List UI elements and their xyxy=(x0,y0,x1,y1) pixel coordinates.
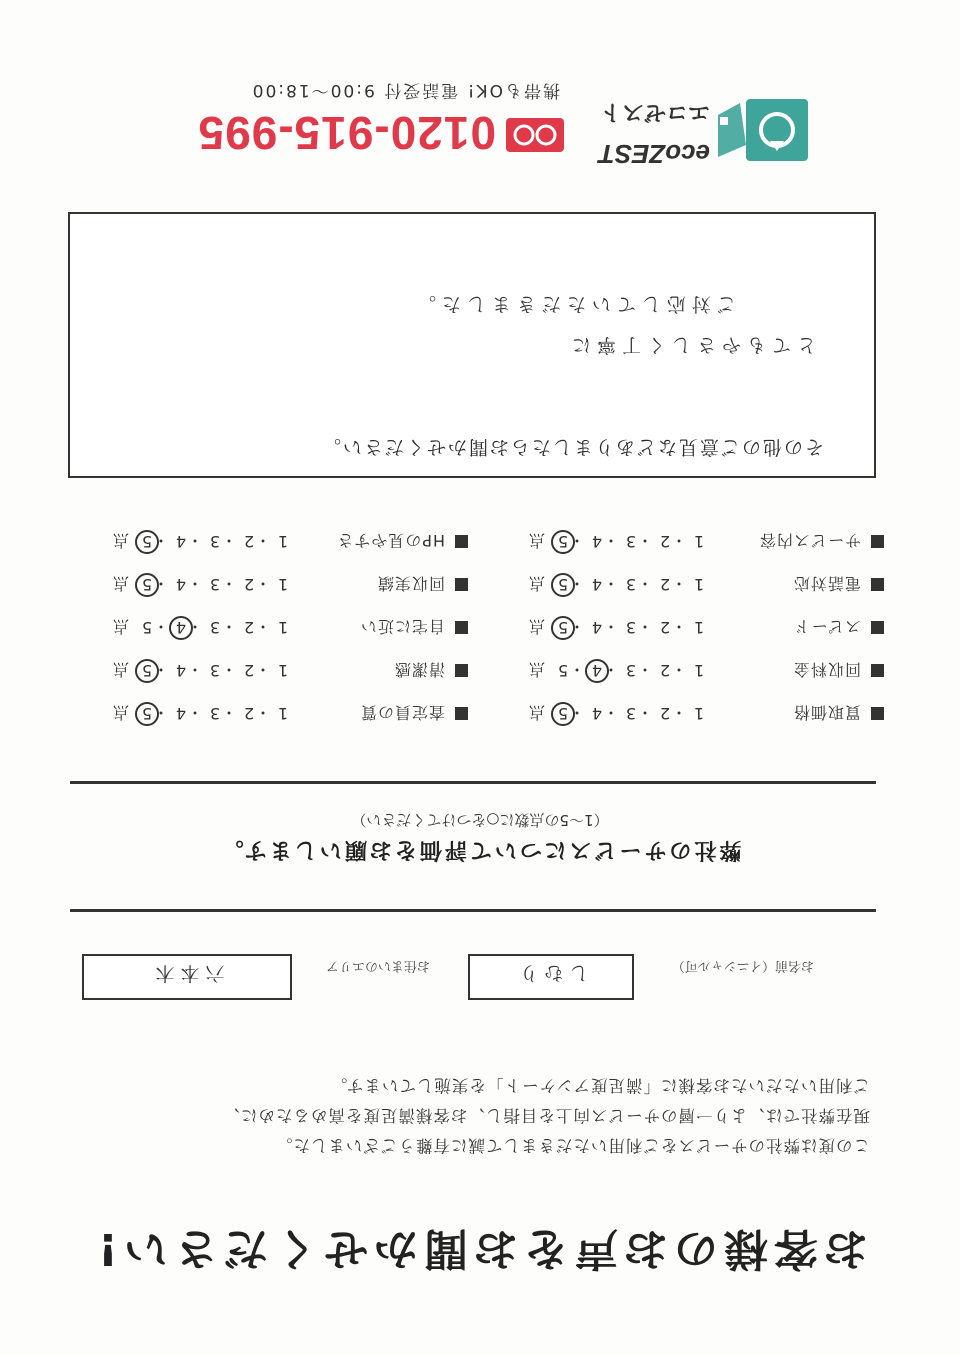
scale-separator: ・ xyxy=(152,531,169,551)
scale-separator: ・ xyxy=(152,574,169,594)
rating-unit: 点 xyxy=(528,660,545,680)
scale-separator: ・ xyxy=(670,574,687,594)
rating-option[interactable]: 2 xyxy=(659,532,671,552)
freedial-icon xyxy=(506,118,564,152)
rating-unit: 点 xyxy=(112,574,129,594)
rating-option[interactable]: 2 xyxy=(659,618,671,638)
rating-option[interactable]: 5 xyxy=(135,659,159,683)
rating-option[interactable]: 5 xyxy=(551,573,575,597)
comment-line: とてもやさしく丁寧に xyxy=(565,334,816,356)
scale-separator: ・ xyxy=(602,574,619,594)
rating-option[interactable]: 4 xyxy=(175,661,187,681)
rating-option[interactable]: 3 xyxy=(209,532,221,552)
rating-unit: 点 xyxy=(528,531,545,551)
rating-option[interactable]: 4 xyxy=(175,575,187,595)
rating-unit: 点 xyxy=(112,617,129,637)
rating-scale xyxy=(113,616,295,640)
scale-separator: ・ xyxy=(220,574,237,594)
comment-box[interactable] xyxy=(68,212,876,478)
intro-line: ご利用いただいたお客様に「満足度アンケート」を実施しています。 xyxy=(329,1076,870,1095)
divider-top xyxy=(70,909,876,912)
comment-line: ご対応していただきました。 xyxy=(410,293,736,315)
scale-separator: ・ xyxy=(636,574,653,594)
scale-separator: ・ xyxy=(186,660,203,680)
rating-option[interactable]: 3 xyxy=(209,618,221,638)
rating-unit: 点 xyxy=(528,574,545,594)
rating-option[interactable]: 2 xyxy=(243,704,255,724)
rating-option[interactable]: 2 xyxy=(243,532,255,552)
rating-unit: 点 xyxy=(528,703,545,723)
scale-separator: ・ xyxy=(602,531,619,551)
scale-separator: ・ xyxy=(670,703,687,723)
rating-row xyxy=(48,527,468,557)
rating-label: 清潔感 xyxy=(393,660,445,680)
rating-option[interactable]: 5 xyxy=(141,618,153,638)
rating-option[interactable]: 1 xyxy=(277,532,289,552)
bullet-square-icon xyxy=(455,622,468,635)
rating-unit: 点 xyxy=(112,703,129,723)
bullet-square-icon xyxy=(871,708,884,721)
rating-unit: 点 xyxy=(528,617,545,637)
comment-label: その他のご意見などありましたらお聞かせください。 xyxy=(319,436,824,458)
scale-separator: ・ xyxy=(670,531,687,551)
area-value: 六本木 xyxy=(149,962,225,984)
area-field[interactable] xyxy=(82,954,292,1000)
bullet-square-icon xyxy=(871,622,884,635)
scale-separator: ・ xyxy=(254,574,271,594)
rating-option[interactable]: 1 xyxy=(693,532,705,552)
rating-option[interactable]: 3 xyxy=(625,661,637,681)
scale-separator: ・ xyxy=(636,617,653,637)
scale-separator: ・ xyxy=(220,531,237,551)
scale-separator: ・ xyxy=(152,617,169,637)
rating-subtitle: （1〜5の点数に○をつけてください） xyxy=(351,811,609,829)
rating-scale xyxy=(529,659,711,683)
rating-option[interactable]: 4 xyxy=(169,616,193,640)
rating-option[interactable]: 3 xyxy=(209,661,221,681)
rating-row xyxy=(48,699,468,729)
rating-option[interactable]: 2 xyxy=(659,575,671,595)
bullet-square-icon xyxy=(455,579,468,592)
name-field[interactable] xyxy=(468,954,634,1000)
rating-scale xyxy=(113,530,295,554)
comment-text xyxy=(411,292,816,360)
rating-option[interactable]: 5 xyxy=(135,702,159,726)
rating-row xyxy=(48,656,468,686)
rating-option[interactable]: 4 xyxy=(591,575,603,595)
rating-option[interactable]: 3 xyxy=(209,575,221,595)
rating-option[interactable]: 5 xyxy=(551,530,575,554)
rating-row xyxy=(464,527,884,557)
scale-separator: ・ xyxy=(220,617,237,637)
scale-separator: ・ xyxy=(636,531,653,551)
logo-text: ecoZEST xyxy=(598,139,710,169)
bullet-square-icon xyxy=(871,665,884,678)
rating-title: 弊社のサービスについて評価をお願いします。 xyxy=(218,837,742,862)
rating-scale xyxy=(529,573,711,597)
scale-separator: ・ xyxy=(568,703,585,723)
rating-option[interactable]: 2 xyxy=(243,661,255,681)
rating-scale xyxy=(113,573,295,597)
bullet-square-icon xyxy=(871,579,884,592)
rating-row xyxy=(464,570,884,600)
scale-separator: ・ xyxy=(186,574,203,594)
rating-row xyxy=(464,699,884,729)
logo-kana: エコゼスト xyxy=(599,99,710,124)
phone-number[interactable]: 0120-915-995 xyxy=(197,107,496,159)
rating-option[interactable]: 1 xyxy=(277,661,289,681)
scale-separator: ・ xyxy=(186,531,203,551)
rating-option[interactable]: 3 xyxy=(625,618,637,638)
scale-separator: ・ xyxy=(254,703,271,723)
rating-option[interactable]: 1 xyxy=(693,575,705,595)
bullet-square-icon xyxy=(455,708,468,721)
rating-option[interactable]: 2 xyxy=(243,575,255,595)
intro-line: 現在弊社では、より一層のサービス向上を目指し、お客様満足度を高めるために、 xyxy=(222,1106,870,1125)
rating-scale xyxy=(113,659,295,683)
rating-option[interactable]: 4 xyxy=(175,532,187,552)
rating-label: 査定員の質 xyxy=(359,703,445,723)
rating-list-left xyxy=(464,514,884,729)
rating-option[interactable]: 4 xyxy=(591,704,603,724)
rating-option[interactable]: 1 xyxy=(693,704,705,724)
rating-option[interactable]: 1 xyxy=(693,661,705,681)
rating-option[interactable]: 1 xyxy=(693,618,705,638)
rating-row xyxy=(464,613,884,643)
scale-separator: ・ xyxy=(152,703,169,723)
rating-option[interactable]: 2 xyxy=(243,618,255,638)
scale-separator: ・ xyxy=(568,617,585,637)
rating-option[interactable]: 1 xyxy=(277,704,289,724)
area-label: お住まいのエリア xyxy=(325,958,430,973)
scale-separator: ・ xyxy=(568,574,585,594)
intro-line: この度は弊社のサービスをご利用いただきまして誠に有難うございました。 xyxy=(275,1136,870,1155)
survey-title: お客様のお声をお聞かせください! xyxy=(91,1223,869,1274)
rating-scale xyxy=(529,530,711,554)
rating-option[interactable]: 5 xyxy=(135,530,159,554)
rating-label: サービス内容 xyxy=(758,531,861,551)
scale-separator: ・ xyxy=(602,703,619,723)
divider-bottom xyxy=(70,781,876,784)
rating-unit: 点 xyxy=(112,531,129,551)
scale-separator: ・ xyxy=(254,660,271,680)
rating-option[interactable]: 3 xyxy=(625,575,637,595)
rating-option[interactable]: 1 xyxy=(277,575,289,595)
scale-separator: ・ xyxy=(568,660,585,680)
rating-option[interactable]: 5 xyxy=(557,661,569,681)
rating-option[interactable]: 4 xyxy=(591,532,603,552)
scale-separator: ・ xyxy=(602,617,619,637)
rating-list-right xyxy=(48,514,468,729)
scale-separator: ・ xyxy=(186,703,203,723)
bullet-square-icon xyxy=(455,665,468,678)
rating-option[interactable]: 5 xyxy=(551,702,575,726)
scale-separator: ・ xyxy=(254,617,271,637)
scale-separator: ・ xyxy=(636,660,653,680)
scale-separator: ・ xyxy=(568,531,585,551)
scale-separator: ・ xyxy=(186,617,203,637)
rating-option[interactable]: 1 xyxy=(277,618,289,638)
rating-label: 回収料金 xyxy=(792,660,861,680)
rating-row xyxy=(48,613,468,643)
rating-row xyxy=(48,570,468,600)
rating-option[interactable]: 3 xyxy=(209,704,221,724)
scale-separator: ・ xyxy=(636,703,653,723)
intro-text xyxy=(80,1070,870,1160)
rating-label: スピード xyxy=(793,617,861,637)
rating-label: 自宅に近い xyxy=(359,617,445,637)
scale-separator: ・ xyxy=(254,531,271,551)
phone-hours: 携帯もOK! 電話受付 9:00〜18:00 xyxy=(250,80,560,100)
rating-option[interactable]: 2 xyxy=(659,661,671,681)
rating-scale xyxy=(529,702,711,726)
name-label: お名前（イニシャル可） xyxy=(671,958,814,973)
rating-option[interactable]: 2 xyxy=(659,704,671,724)
scale-separator: ・ xyxy=(670,617,687,637)
rating-label: 買取価格 xyxy=(792,703,861,723)
rating-scale xyxy=(113,702,295,726)
rating-label: 回収実績 xyxy=(376,574,445,594)
rating-option[interactable]: 4 xyxy=(175,704,187,724)
bullet-square-icon xyxy=(871,536,884,549)
name-value: しむり xyxy=(513,962,589,984)
scale-separator: ・ xyxy=(220,660,237,680)
rating-unit: 点 xyxy=(112,660,129,680)
scale-separator: ・ xyxy=(152,660,169,680)
rating-scale xyxy=(529,616,711,640)
rating-label: 電話対応 xyxy=(792,574,861,594)
scale-separator: ・ xyxy=(670,660,687,680)
rating-label: HPの見やすさ xyxy=(336,531,445,551)
rating-option[interactable]: 4 xyxy=(591,618,603,638)
company-logo xyxy=(580,85,810,175)
rating-option[interactable]: 5 xyxy=(135,573,159,597)
bullet-square-icon xyxy=(455,536,468,549)
scale-separator: ・ xyxy=(602,660,619,680)
scale-separator: ・ xyxy=(220,703,237,723)
rating-option[interactable]: 3 xyxy=(625,532,637,552)
rating-option[interactable]: 5 xyxy=(551,616,575,640)
rating-option[interactable]: 3 xyxy=(625,704,637,724)
rating-row xyxy=(464,656,884,686)
rating-option[interactable]: 4 xyxy=(585,659,609,683)
